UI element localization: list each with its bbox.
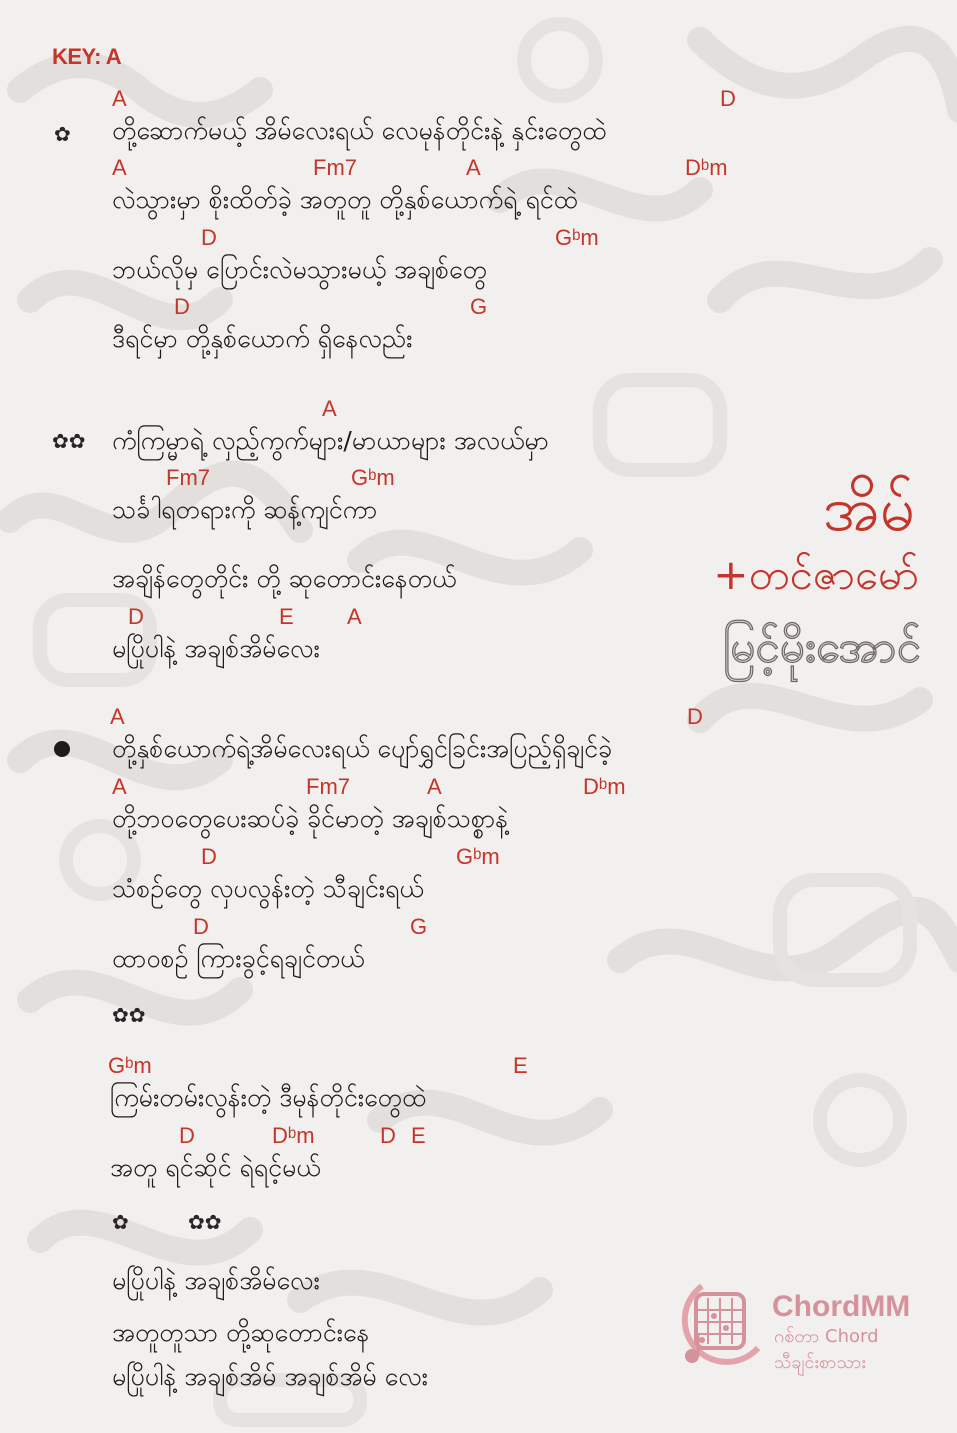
watermark-tagline: သီချင်းစာသား [774, 1352, 866, 1373]
chord: A [112, 86, 127, 111]
lyric-line: ကြမ်းတမ်းလွန်းတဲ့ ဒီမုန်တိုင်းတွေထဲ [110, 1083, 427, 1112]
verse-bullet-icon [54, 741, 70, 757]
chord: E [513, 1053, 528, 1078]
chord: Gᵇm [351, 465, 395, 490]
lyric-line: တို့ဆောက်မယ့် အိမ်လေးရယ် လေမုန်တိုင်းနဲ့ နှင်းတွေထဲ [112, 116, 607, 145]
chord: Gᵇm [555, 225, 599, 250]
chord: D [720, 86, 736, 111]
chord: A [112, 155, 127, 180]
lyric-line: မပြိုပါနဲ့ အချစ်အိမ် အချစ်အိမ် လေး [112, 1362, 428, 1391]
lyric-line: ဘယ်လိုမှ ပြောင်းလဲမသွားမယ့် အချစ်တွေ [112, 255, 487, 284]
chord: E [411, 1123, 426, 1148]
watermark-tagline: ဂစ်တာ Chord [774, 1326, 879, 1347]
chord: A [112, 774, 127, 799]
lyric-line: သံစဉ်တွေ လှပလွန်းတဲ့ သီချင်းရယ် [112, 874, 424, 903]
chorus-marker-one: ✿ [112, 1210, 129, 1234]
chord: D [174, 294, 190, 319]
chord: Gᵇm [108, 1053, 152, 1078]
chord: D [201, 844, 217, 869]
lyric-line: သင်္ခါရတရားကို ဆန့်ကျင်ကာ [112, 495, 378, 524]
chord: D [380, 1123, 396, 1148]
featured-singer: +တင်ဇာမော် [713, 550, 919, 599]
chord: D [201, 225, 217, 250]
watermark-brand: ChordMM [772, 1290, 911, 1323]
lyric-line: တို့နှစ်ယောက်ရဲ့အိမ်လေးရယ် ပျော်ရွှင်ခြင်းအပြည့်ရှိချင်ခဲ့ [112, 734, 613, 763]
song-title: အိမ် [822, 472, 915, 545]
lyric-line: ဒီရင်မှာ တို့နှစ်ယောက် ရှိနေလည်း [112, 324, 413, 353]
lyric-line: မပြိုပါနဲ့ အချစ်အိမ်လေး [112, 634, 320, 663]
chord: A [110, 704, 125, 729]
song-key-label: KEY: A [52, 44, 122, 69]
chord: A [322, 396, 337, 421]
chord: G [470, 294, 488, 319]
chord: D [179, 1123, 195, 1148]
chorus-marker-two: ✿✿ [188, 1210, 222, 1234]
lyric-line: ကံကြမ္မာရဲ့ လှည့်ကွက်များ/မာယာများ အလယ်မှာ [112, 426, 549, 455]
chord: A [347, 604, 362, 629]
lyric-line: အတူ ရင်ဆိုင် ရဲရင့်မယ် [110, 1153, 321, 1182]
lyric-line: အချိန်တွေတိုင်း တို့ ဆုတောင်းနေတယ် [112, 564, 457, 593]
lyric-line: လဲသွားမှာ စိုးထိတ်ခဲ့ အတူတူ တို့နှစ်ယောက်ရဲ့ ရင်ထဲ [112, 185, 578, 214]
chord: D [193, 914, 209, 939]
lyric-line: အတူတူသာ တို့ဆုတောင်းနေ [112, 1318, 370, 1347]
chordmm-logo-icon [672, 1278, 768, 1374]
chord: A [466, 155, 481, 180]
chord: G [410, 914, 428, 939]
chord: Fm7 [306, 774, 350, 799]
chord: A [427, 774, 442, 799]
chord: D [687, 704, 703, 729]
chord: Fm7 [166, 465, 210, 490]
chorus-marker-two: ✿✿ [52, 429, 86, 453]
chord: Dᵇm [272, 1123, 315, 1148]
chord: E [279, 604, 294, 629]
chord: Dᵇm [583, 774, 626, 799]
lyric-line: မပြိုပါနဲ့ အချစ်အိမ်လေး [112, 1266, 320, 1295]
artist-name: မြင့်မိုးအောင် [722, 622, 921, 673]
chorus-marker-one: ✿ [54, 122, 71, 146]
chord: Fm7 [313, 155, 357, 180]
chord: Gᵇm [456, 844, 500, 869]
lyric-line: ထာဝစဉ် ကြားခွင့်ရချင်တယ် [112, 944, 365, 973]
chord: Dᵇm [685, 155, 728, 180]
chorus-marker-two: ✿✿ [112, 1003, 146, 1027]
lyric-line: တို့ဘဝတွေပေးဆပ်ခဲ့ ခိုင်မာတဲ့ အချစ်သစ္စာနဲ့ [112, 804, 509, 833]
chord: D [128, 604, 144, 629]
